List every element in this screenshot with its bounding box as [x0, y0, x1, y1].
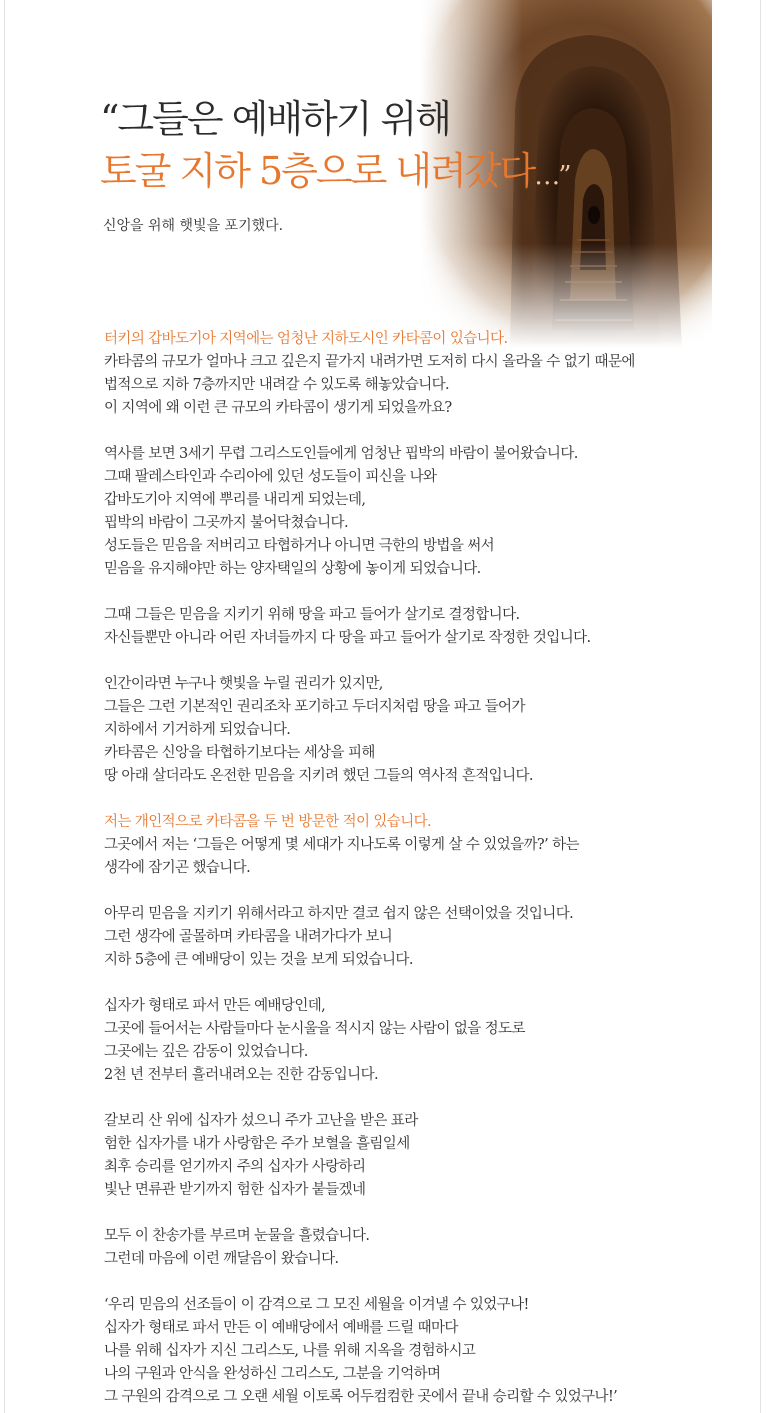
body-line: 자신들뿐만 아니라 어린 자녀들까지 다 땅을 파고 들어가 살기로 작정한 것입니다. [104, 630, 591, 646]
headline-ellipsis: …” [534, 161, 570, 191]
article-body [104, 328, 724, 1409]
body-line: 갑바도기아 지역에 뿌리를 내리게 되었는데, [104, 492, 366, 508]
subtitle: 신앙을 위해 햇빛을 포기했다. [103, 218, 284, 234]
body-line: 갈보리 산 위에 십자가 섰으니 주가 고난을 받은 표라 [104, 1113, 418, 1129]
body-line: 십자가 형태로 파서 만든 이 예배당에서 예배를 드릴 때마다 [104, 1320, 458, 1336]
body-line: 그런 생각에 골몰하며 카타콤을 내려가다가 보니 [104, 929, 393, 945]
body-line: 카타콤의 규모가 얼마나 크고 깊은지 끝가지 내려가면 도저히 다시 올라올 수 없기 때문에 [104, 354, 635, 370]
headline-line-2-text: 토굴 지하 5층으로 내려갔다 [100, 149, 535, 193]
body-line: 역사를 보면 3세기 무렵 그리스도인들에게 엄청난 핍박의 바람이 불어왔습니다. [104, 446, 578, 462]
paragraph-gap [104, 581, 724, 604]
body-line: 생각에 잠기곤 했습니다. [104, 860, 251, 876]
body-line: 그 구원의 감격으로 그 오랜 세월 이토록 어두컴컴한 곳에서 끝내 승리할 수 있었구나!’ [104, 1389, 618, 1405]
body-line: 지하 5층에 큰 예배당이 있는 것을 보게 되었습니다. [104, 952, 413, 968]
paragraph-gap [104, 1087, 724, 1110]
body-line: 지하에서 기거하게 되었습니다. [104, 722, 291, 738]
body-line: 나를 위해 십자가 지신 그리스도, 나를 위해 지옥을 경험하시고 [104, 1343, 476, 1359]
paragraph-gap [104, 650, 724, 673]
paragraph-gap [104, 972, 724, 995]
body-line: 성도들은 믿음을 저버리고 타협하거나 아니면 극한의 방법을 써서 [104, 538, 495, 554]
body-line: 그때 팔레스타인과 수리아에 있던 성도들이 피신을 나와 [104, 469, 437, 485]
body-line: 법적으로 지하 7층까지만 내려갈 수 있도록 해놓았습니다. [104, 377, 450, 393]
body-line: 최후 승리를 얻기까지 주의 십자가 사랑하리 [104, 1159, 366, 1175]
body-line: 핍박의 바람이 그곳까지 불어닥쳤습니다. [104, 515, 348, 531]
body-line: 그곳에서 저는 ‘그들은 어떻게 몇 세대가 지나도록 이렇게 살 수 있었을까?’ 하는 [104, 837, 579, 853]
body-line: 십자가 형태로 파서 만든 예배당인데, [104, 998, 326, 1014]
body-line: 그곳에 들어서는 사람들마다 눈시울을 적시지 않는 사람이 없을 정도로 [104, 1021, 525, 1037]
body-line: 2천 년 전부터 흘러내려오는 진한 감동입니다. [104, 1067, 379, 1083]
body-line: 그곳에는 깊은 감동이 있었습니다. [104, 1044, 308, 1060]
body-line: 믿음을 유지해야만 하는 양자택일의 상황에 놓이게 되었습니다. [104, 561, 481, 577]
body-line: 이 지역에 왜 이런 큰 규모의 카타콤이 생기게 되었을까요? [104, 400, 452, 416]
body-line: 카타콤은 신앙을 타협하기보다는 세상을 피해 [104, 745, 375, 761]
body-line: 빛난 면류관 받기까지 험한 십자가 붙들겠네 [104, 1182, 366, 1198]
paragraph-gap [104, 1271, 724, 1294]
body-line: 그런데 마음에 이런 깨달음이 왔습니다. [104, 1251, 339, 1267]
body-line: 인간이라면 누구나 햇빛을 누릴 권리가 있지만, [104, 676, 383, 692]
body-line: 땅 아래 살더라도 온전한 믿음을 지키려 했던 그들의 역사적 흔적입니다. [104, 768, 533, 784]
body-line: ‘우리 믿음의 선조들이 이 감격으로 그 모진 세월을 이겨낼 수 있었구나! [104, 1297, 529, 1313]
body-line: 나의 구원과 안식을 완성하신 그리스도, 그분을 기억하며 [104, 1366, 441, 1382]
body-line: 그들은 그런 기본적인 권리조차 포기하고 두더지처럼 땅을 파고 들어가 [104, 699, 525, 715]
paragraph-gap [104, 880, 724, 903]
headline-line-1: “그들은 예배하기 위해 [100, 97, 450, 141]
body-line: 험한 십자가를 내가 사랑함은 주가 보혈을 흘림일세 [104, 1136, 410, 1152]
paragraph-gap [104, 788, 724, 811]
paragraph-gap [104, 420, 724, 443]
headline-line-2 [100, 140, 570, 195]
body-line: 모두 이 찬송가를 부르며 눈물을 흘렸습니다. [104, 1228, 370, 1244]
body-line: 아무리 믿음을 지키기 위해서라고 하지만 결코 쉽지 않은 선택이었을 것입니다. [104, 906, 574, 922]
highlight-line: 터키의 갑바도기아 지역에는 엄청난 지하도시인 카타콤이 있습니다. [104, 331, 508, 347]
highlight-line: 저는 개인적으로 카타콤을 두 번 방문한 적이 있습니다. [104, 814, 432, 830]
body-line: 그때 그들은 믿음을 지키기 위해 땅을 파고 들어가 살기로 결정합니다. [104, 607, 520, 623]
paragraph-gap [104, 1202, 724, 1225]
